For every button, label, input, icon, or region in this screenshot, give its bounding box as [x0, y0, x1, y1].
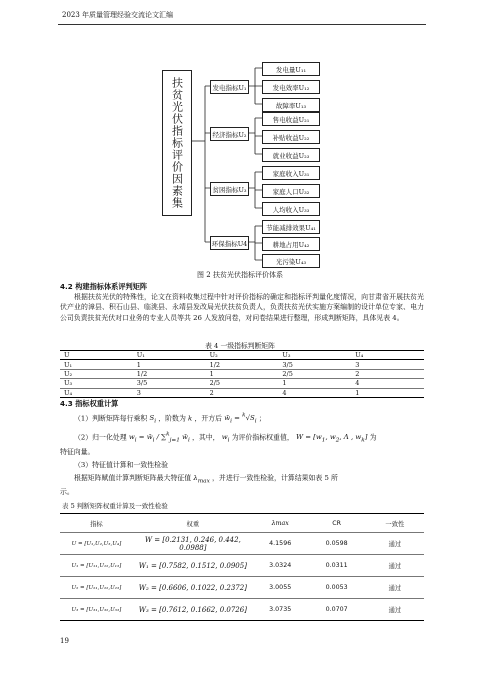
- table-cell: 1: [133, 360, 206, 369]
- table-4: [60, 350, 424, 398]
- table-cell: 4: [351, 379, 424, 388]
- table-cell: U₁: [60, 360, 133, 369]
- table-row: [60, 555, 424, 577]
- table-row: [60, 369, 424, 378]
- step-3-line: （3）特征值计算和一致性检验: [74, 461, 168, 469]
- table-cell: 4: [278, 388, 351, 397]
- table-header-cell: U₁: [133, 351, 206, 360]
- page-number: 19: [60, 637, 69, 645]
- table-header-cell: U: [60, 351, 133, 360]
- figure-leaf-node: 补贴收益U₂₂: [262, 130, 320, 144]
- table-cell: U₃ = [U₃₁,U₃₂,U₃₃]: [60, 599, 133, 621]
- table-cell: 0.0311: [308, 555, 366, 577]
- table-cell: U₁ = [U₁₁,U₁₂,U₁₃]: [60, 555, 133, 577]
- step-3-text-b: ，并进行一致性检验，计算结果如表 5 所: [212, 474, 338, 482]
- step-2-text-d: 为: [369, 433, 377, 442]
- table-cell: 通过: [366, 555, 424, 577]
- table-header-cell: λmax: [253, 514, 308, 533]
- table-cell: 2: [351, 369, 424, 378]
- step-3-continuation: 示。: [60, 488, 74, 496]
- table-cell: 2/5: [278, 369, 351, 378]
- figure-group-node: 环保指标U4: [210, 236, 249, 250]
- formula-root: $w̄_i = ^k√S_i$: [224, 413, 257, 425]
- table-header-cell: 权重: [133, 514, 253, 533]
- table-cell: 0.0053: [308, 577, 366, 599]
- table-cell: U₄: [60, 388, 133, 397]
- figure-leaf-node: 光污染U₄₃: [262, 254, 320, 268]
- formula-lambda-max: $\lambda_{max}$: [193, 474, 210, 485]
- formula-w-vector: $W = [w_1$, $w_2$, Λ , $w_k$]: [295, 433, 368, 444]
- step-1-text-a: （1）判断矩阵每行乘积: [74, 414, 148, 423]
- table-cell: 2/5: [206, 379, 279, 388]
- table-cell: 1/2: [133, 369, 206, 378]
- figure-leaf-node: 售电收益U₂₁: [262, 112, 320, 126]
- table-cell: U₂ = [U₂₁,U₂₂,U₂₃]: [60, 577, 133, 599]
- table-cell: 3: [351, 360, 424, 369]
- table-cell: 0.0598: [308, 533, 366, 555]
- table-cell: 通过: [366, 533, 424, 555]
- section-heading-4-2: 4.2 构建指标体系评判矩阵: [60, 282, 148, 291]
- formula-product: $S_i$: [149, 414, 157, 425]
- formula-order: k: [188, 414, 193, 423]
- table-row: [60, 360, 424, 369]
- figure-leaf-node: 家庭人口U₃₂: [262, 184, 320, 198]
- step-1-line: [74, 411, 424, 427]
- table-cell: W₁ = [0.7582, 0.1512, 0.0905]: [133, 555, 253, 577]
- step-2-text-c: 为评价指标权重值，: [231, 433, 294, 442]
- figure-group-node: 经济指标U₂: [210, 127, 249, 141]
- table-cell: U₃: [60, 379, 133, 388]
- step-2-continuation: 特征向量。: [60, 448, 95, 456]
- table5-caption: 表 5 判断矩阵权重计算及一致性检验: [62, 502, 168, 510]
- table-cell: 通过: [366, 599, 424, 621]
- table-cell: W₂ = [0.6606, 0.1022, 0.2372]: [133, 577, 253, 599]
- table-cell: 1: [351, 388, 424, 397]
- table-cell: W₃ = [0.7612, 0.1662, 0.0726]: [133, 599, 253, 621]
- figure-group-node: 贫困指标U₃: [210, 182, 249, 196]
- table-cell: 3.0735: [253, 599, 308, 621]
- table-cell: 3/5: [278, 360, 351, 369]
- figure-leaf-node: 人均收入U₃₃: [262, 202, 320, 216]
- table-header-cell: U₂: [206, 351, 279, 360]
- formula-normalize: $w_i$ = $w̄_i / \sum^k_{j=1}$ $w̄_i$: [128, 432, 190, 444]
- table-cell: 0.0707: [308, 599, 366, 621]
- figure-root-node: 扶贫光伏指标评价因素集: [162, 70, 192, 216]
- table-header-cell: U₃: [278, 351, 351, 360]
- page-header: 2023 年质量管理经验交流论文汇编: [62, 11, 174, 19]
- formula-wi: $w_i$: [221, 433, 230, 444]
- table-header-row: [60, 351, 424, 360]
- section-4-2-paragraph: 根据扶贫光伏的特殊性，论文在资料收集过程中针对评价指标的确定和指标评判量化度情况，向甘肃省开展扶贫光伏产业的漳县、积石山县、临洮县、永靖县发改局光伏扶贫负责人，负责扶贫光伏实施方案编制的设计单位专家、电力公司负责扶贫光伏对口业务的专业人员等共 26 人发放问卷，对问卷结果进行整理，形成判断矩阵，具体见表 4。: [60, 293, 424, 322]
- table-cell: 3: [133, 388, 206, 397]
- step-2-line: [74, 430, 424, 446]
- table-cell: 1: [206, 369, 279, 378]
- step-2-text-a: （2）归一化处理: [74, 433, 127, 442]
- figure-group-node: 发电指标U₁: [210, 80, 249, 94]
- step-3-text-a: 根据矩阵赋值计算判断矩阵最大特征值: [74, 474, 192, 482]
- figure-leaf-node: 故障率U₁₃: [262, 98, 320, 112]
- table-header-cell: 指标: [60, 514, 133, 533]
- table-cell: U₂: [60, 369, 133, 378]
- step-1-text-c: ，开方后: [194, 414, 222, 423]
- figure-caption: 图 2 扶贫光伏指标评价体系: [197, 271, 283, 279]
- table-cell: W = [0.2131, 0.246, 0.442, 0.0988]: [133, 533, 253, 555]
- table-row: [60, 577, 424, 599]
- figure-leaf-node: 发电量U₁₁: [262, 62, 320, 76]
- table-cell: U = [U₁,U₂,U₃,U₄]: [60, 533, 133, 555]
- figure-leaf-node: 节能减排效果U₄₁: [262, 220, 320, 234]
- figure-leaf-node: 就业收益U₂₃: [262, 148, 320, 162]
- table-5: [60, 513, 424, 621]
- step-2-text-b: ，其中，: [192, 433, 220, 442]
- step-1-text-b: ，阶数为: [158, 414, 186, 423]
- table-header-row: [60, 514, 424, 533]
- table4-caption: 表 4 一级指标判断矩阵: [205, 342, 275, 350]
- section-heading-4-3: 4.3 指标权重计算: [60, 399, 119, 408]
- table-row: [60, 388, 424, 397]
- table-cell: 3.0324: [253, 555, 308, 577]
- table-row: [60, 599, 424, 621]
- table-cell: 通过: [366, 577, 424, 599]
- table-row: [60, 379, 424, 388]
- step-3-paragraph: [74, 473, 424, 487]
- table-cell: 3.0055: [253, 577, 308, 599]
- table-cell: 2: [206, 388, 279, 397]
- figure-leaf-node: 家庭收入U₃₁: [262, 166, 320, 180]
- table-row: [60, 533, 424, 555]
- table-cell: 3/5: [133, 379, 206, 388]
- table-cell: 1/2: [206, 360, 279, 369]
- table-header-cell: 一致性: [366, 514, 424, 533]
- step-1-text-d: ；: [258, 414, 266, 423]
- table-cell: 4.1596: [253, 533, 308, 555]
- figure-leaf-node: 耕地占用U₄₂: [262, 237, 320, 251]
- figure-leaf-node: 发电效率U₁₂: [262, 80, 320, 94]
- table-cell: 1: [278, 379, 351, 388]
- table-header-cell: U₄: [351, 351, 424, 360]
- table-header-cell: CR: [308, 514, 366, 533]
